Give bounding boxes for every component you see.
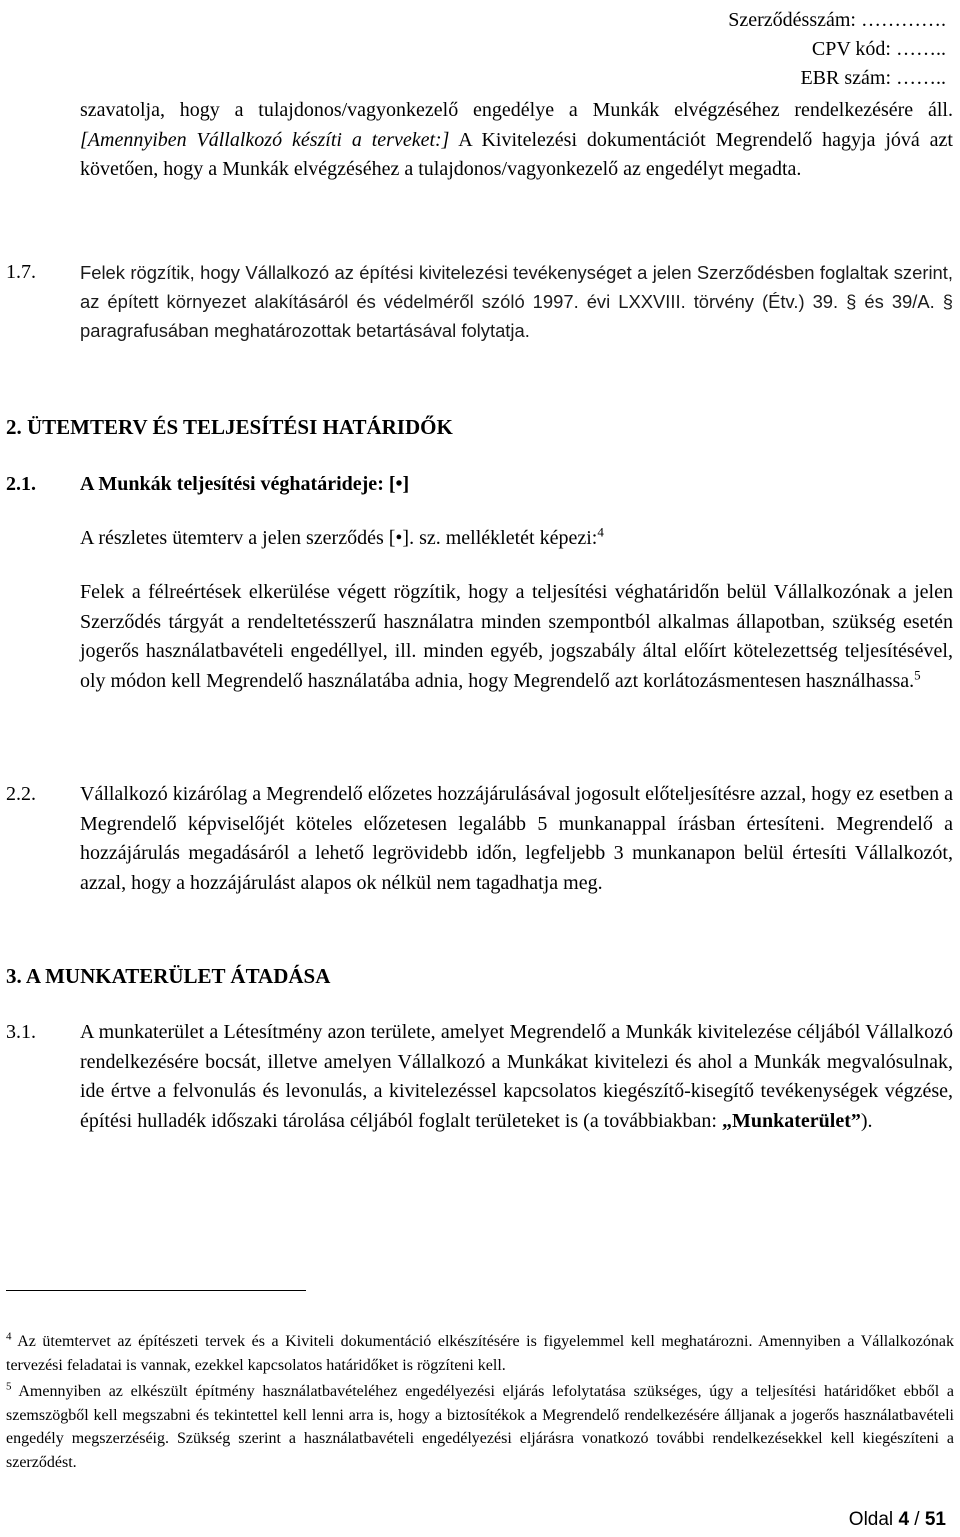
ebr-number-line xyxy=(728,64,946,93)
continuation-paragraph xyxy=(80,96,953,185)
ebr-number-dots: …….. xyxy=(896,67,946,89)
cpv-code-label: CPV kód: xyxy=(811,38,891,60)
section-1-7-number: 1.7. xyxy=(6,261,36,283)
section-3-1-text xyxy=(80,1018,953,1136)
footnote-4-text: Az ütemtervet az építészeti tervek és a Kiviteli dokumentáció elkészítésére is figyelemmel kell meghatározni. Amennyiben a Vállalkozónak tervezési feladatai is vannak, ezekkel kapcsolatos határidőket is rögzíteni kell. xyxy=(6,1333,954,1374)
footnote-5-marker: 5 xyxy=(6,1380,12,1393)
footnote-ref-4: 4 xyxy=(597,524,604,540)
cpv-code-dots: …….. xyxy=(896,38,946,60)
defined-term-munkaterulet: „Munkaterület” xyxy=(722,1109,861,1132)
ebr-number-label: EBR szám: xyxy=(800,67,891,89)
section-2-1-title: A Munkák teljesítési véghatárideje: [•] xyxy=(80,473,410,495)
document-header xyxy=(728,6,946,93)
section-2-1-number: 2.1. xyxy=(6,473,36,495)
deadline-paragraph-text: Felek a félreértések elkerülése végett rögzítik, hogy a teljesítési véghatáridőn belül Vállalkozónak a jelen Szerződés tárgyát a rendeltetésszerű használatra minden szempontból alkalmas állapotban, szükség esetén jogerős használatbavételi engedéllyel, ill. minden egyéb, jogszabály által előírt kötelezettség teljesítésével, oly módon kell Megrendelő használatába adnia, hogy Megrendelő azt korlátozásmentesen használhassa. xyxy=(80,581,953,692)
page-separator: / xyxy=(909,1509,925,1530)
worksite-definition-text: A munkaterület a Létesítmény azon területe, amelyet Megrendelő a Munkák kivitelezése céljából Vállalkozó rendelkezésére bocsát, illetve amelyen Vállalkozó a Munkákat kivitelezi és ahol a Munkák megvalósulnak, ide értve a felvonulás és levonulás, a kivitelezéssel kapcsolatos kiegészítő-kisegítő tevékenységek végzése, építési hulladék időszaki tárolása céljából foglalt területeket is (a továbbiakban: xyxy=(80,1021,953,1132)
footnote-5 xyxy=(6,1380,954,1475)
footnote-4 xyxy=(6,1330,954,1377)
section-2-1-paragraph xyxy=(80,578,953,696)
footnote-ref-5: 5 xyxy=(914,666,921,682)
section-1-7-text: Felek rögzítik, hogy Vállalkozó az építési kivitelezési tevékenységet a jelen Szerződésben foglaltak szerint, az épített környezet alakításáról és védelméről szóló 1997. évi LXXVIII. törvény (Étv.) 39. § és 39/A. § paragrafusában meghatározottak betartásával folytatja. xyxy=(80,262,953,341)
section-3-1-number: 3.1. xyxy=(6,1021,36,1043)
page-total: 51 xyxy=(924,1509,946,1530)
contract-number-line xyxy=(728,6,946,35)
section-2-heading: 2. ÜTEMTERV ÉS TELJESÍTÉSI HATÁRIDŐK xyxy=(6,415,453,439)
section-3-heading: 3. A MUNKATERÜLET ÁTADÁSA xyxy=(6,964,331,988)
continuation-text-2: A Kivitelezési dokumentációt Megrendelő hagyja jóvá azt követően, hogy a Munkák elvégzéséhez a tulajdonos/vagyonkezelő az engedélyt megadta. xyxy=(80,128,953,180)
footnote-5-text: Amennyiben az elkészült építmény használatbavételéhez engedélyezési eljárás lefolytatása szükséges, úgy a teljesítési határidőket ebből a szemszögből kell megszabni és tekintettel kell lenni arra is, hogy a biztosítékok a Megrendelő rendelkezésére álljanak a jogerős használatbavételi engedély megszerzéséig. Szükség szerint a használatbavételi engedélyezési eljárásra vonatkozó további rendelkezésekkel kell kiegészíteni a szerződést. xyxy=(6,1383,954,1472)
continuation-italic-note: [Amennyiben Vállalkozó készíti a terveket:] xyxy=(80,128,450,151)
page-label: Oldal xyxy=(848,1509,894,1530)
page-current: 4 xyxy=(898,1509,910,1530)
cpv-code-line xyxy=(728,35,946,64)
worksite-definition-end: ). xyxy=(860,1109,873,1132)
section-2-2-number: 2.2. xyxy=(6,783,36,805)
footnote-separator xyxy=(6,1290,306,1291)
footnote-4-marker: 4 xyxy=(6,1330,12,1343)
contract-number-label: Szerződésszám: xyxy=(728,9,856,31)
schedule-annex-text: A részletes ütemterv a jelen szerződés [•]. sz. mellékletét képezi: xyxy=(80,527,598,549)
contract-number-dots: …………. xyxy=(861,9,946,31)
continuation-text-1: szavatolja, hogy a tulajdonos/vagyonkezelő engedélye a Munkák elvégzéséhez rendelkezésére áll. xyxy=(80,99,953,121)
section-2-2-text: Vállalkozó kizárólag a Megrendelő előzetes hozzájárulásával jogosult előteljesítésre azzal, hogy ez esetben a Megrendelő képviselőjét köteles előzetesen legalább 5 munkanappal írásban értesíteni. Megrendelő a hozzájárulás megadásáról a lehető legrövidebb időn, legfeljebb 3 munkanapon belül értesíti Vállalkozót, azzal, hogy a hozzájárulást alapos ok nélkül nem tagadhatja meg. xyxy=(80,783,953,894)
section-2-1-subline xyxy=(80,524,953,554)
page-number xyxy=(849,1509,946,1531)
